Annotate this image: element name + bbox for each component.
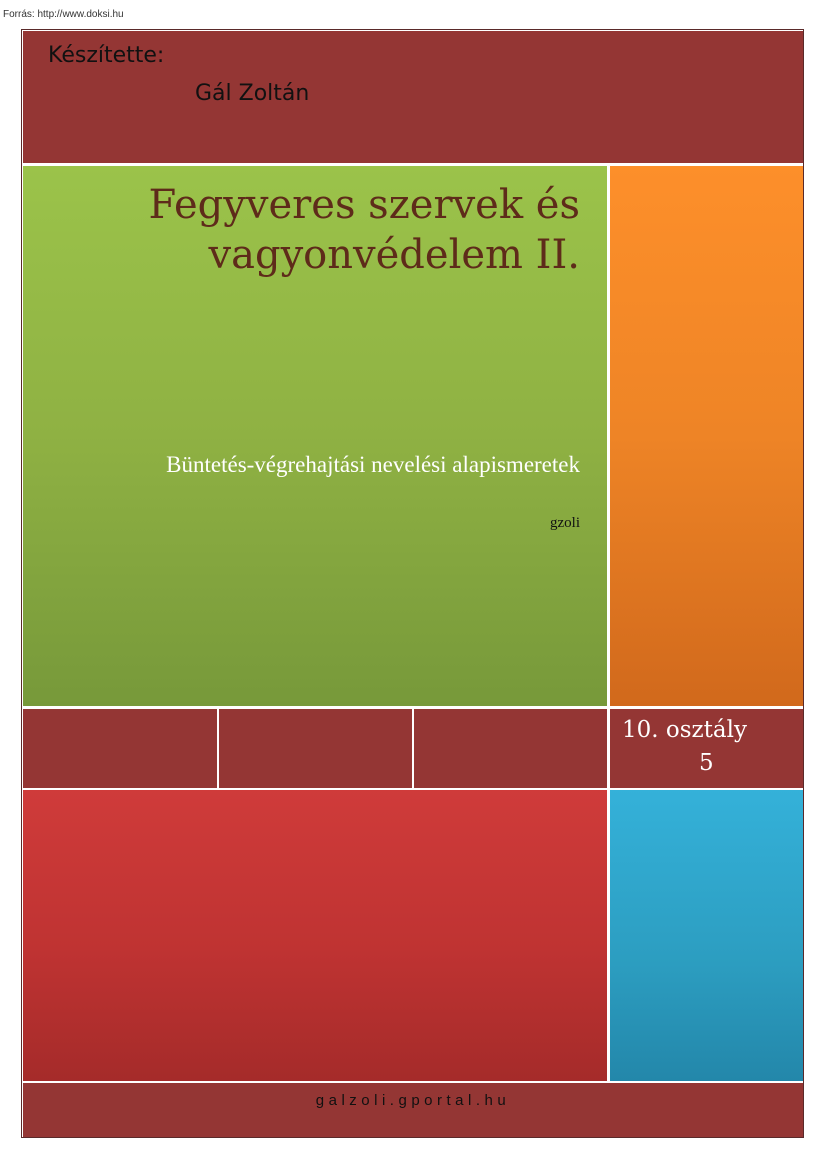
title-line-2: vagyonvédelem II. bbox=[208, 232, 580, 278]
source-note: Forrás: http://www.doksi.hu bbox=[3, 9, 124, 20]
document-title bbox=[60, 180, 580, 280]
strip-cell-1 bbox=[23, 709, 217, 788]
red-panel bbox=[23, 790, 607, 1081]
class-label: 10. osztály bbox=[622, 717, 747, 743]
grade-number: 5 bbox=[699, 750, 714, 776]
document-subtitle: Büntetés-végrehajtási nevelési alapismeretek bbox=[166, 452, 580, 477]
prepared-by-label: Készítette: bbox=[48, 43, 165, 68]
footer-url: galzoli.gportal.hu bbox=[315, 1092, 511, 1109]
strip-cell-3 bbox=[414, 709, 607, 788]
blue-panel bbox=[610, 790, 803, 1081]
author-handle: gzoli bbox=[550, 515, 580, 531]
author-name: Gál Zoltán bbox=[195, 81, 310, 106]
footer-block bbox=[23, 1083, 803, 1137]
title-block bbox=[23, 166, 607, 706]
orange-panel bbox=[610, 166, 803, 706]
strip-cell-2 bbox=[219, 709, 412, 788]
grade-block bbox=[610, 709, 803, 788]
header-block bbox=[23, 31, 803, 163]
title-line-1: Fegyveres szervek és bbox=[148, 182, 580, 228]
